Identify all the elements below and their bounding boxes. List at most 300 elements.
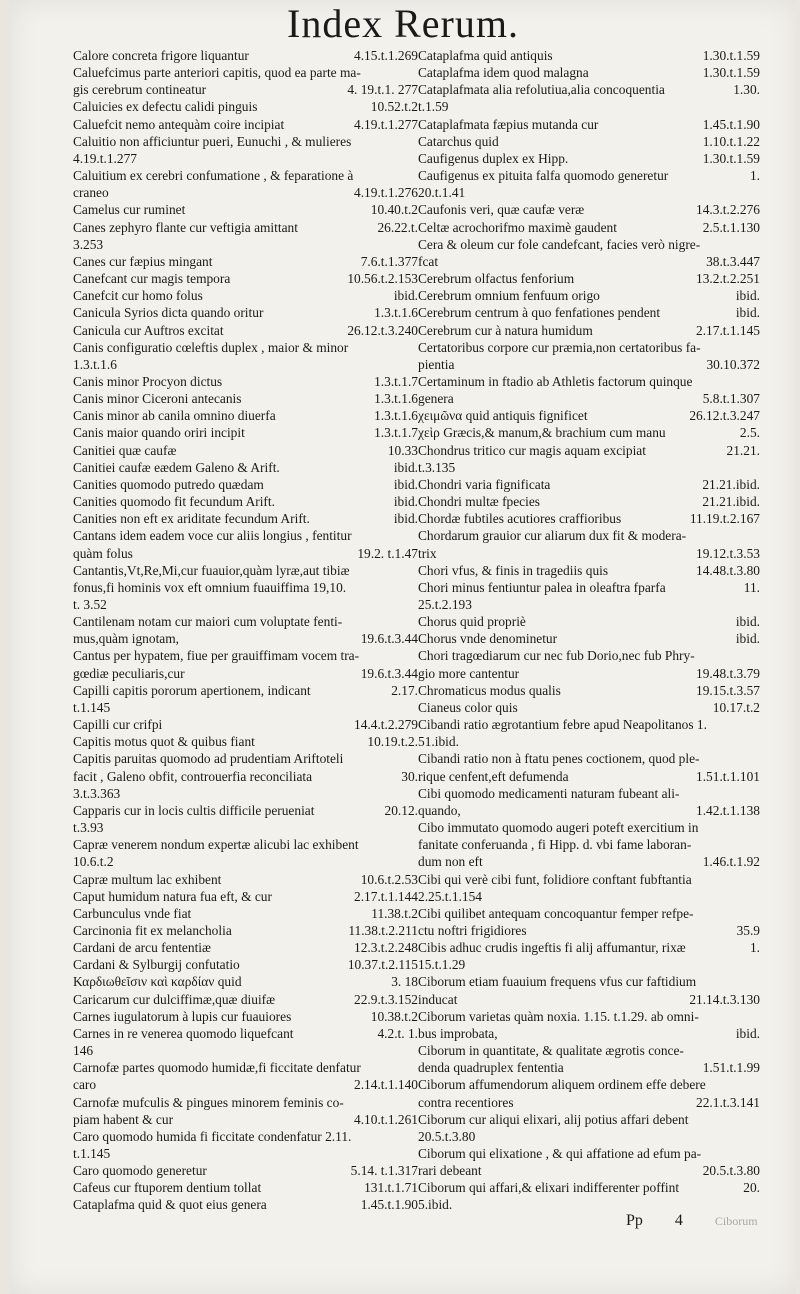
entry-text: 51.ibid. [418,734,459,750]
index-entry [73,802,418,836]
entry-reference: 21.21.ibid. [702,476,760,492]
entry-reference: 1.45.t.1.90 [360,1197,418,1213]
index-entry [73,476,418,493]
entry-reference: ibid. [735,631,760,647]
entry-reference: 11. [743,579,760,595]
signature-mark: Pp [626,1212,643,1229]
entry-reference: 2.14.t.1.140 [354,1077,418,1093]
entry-reference: 14.4.t.2.279 [354,717,418,733]
entry-reference [754,785,760,802]
entry-line [73,733,418,750]
entry-text: Cibo immutato quomodo augeri poteft exercitium in [418,820,699,836]
entry-reference [754,98,760,115]
entry-text: Canis minor ab canila omnino diuerfa [73,408,276,424]
entry-text: Carbunculus vnde fiat [73,905,192,921]
index-entry [73,647,418,681]
entry-reference: 1.10.t.1.22 [702,133,760,149]
index-entry [73,716,418,733]
entry-reference: 1.30.t.1.59 [702,65,760,81]
entry-text: 3.t.3.363 [73,785,121,801]
index-entry [73,1179,418,1196]
entry-text: ctu noftri frigidiores [418,922,527,938]
folio-number: 4 [674,1212,683,1229]
entry-reference [754,1042,760,1059]
entry-text: Ciborum etiam fuauium frequens vfus cur faftidium [418,974,697,990]
index-entry [418,562,760,579]
entry-line [418,905,760,922]
entry-text: 1.3.t.1.6 [73,356,117,372]
entry-reference: 1.51.t.1.101 [696,768,760,784]
entry-line [418,836,760,853]
index-entry [418,493,760,510]
entry-reference: 35.9 [736,922,760,938]
entry-line [73,1008,418,1025]
entry-line [418,270,760,287]
entry-reference: 30.10.372 [706,356,760,372]
entry-reference [754,871,760,888]
entry-line [73,356,418,373]
entry-line [418,1059,760,1076]
entry-text: Cantilenam notam cur maiori cum voluptate fenti- [73,614,343,630]
entry-text: Capræ multum lac exhibent [73,871,222,887]
entry-line [418,1179,760,1196]
entry-text: Chondri varia fignificata [418,476,551,492]
entry-reference: ibid. [735,288,760,304]
entry-text: Capitis paruitas quomodo ad prudentiam Ariftoteli [73,751,344,767]
entry-reference: 21.21.ibid. [702,494,760,510]
entry-line [73,253,418,270]
index-entry [73,1025,418,1059]
entry-line [418,373,760,390]
entry-reference: 1.3.t.1.6 [374,391,418,407]
entry-line [73,682,418,699]
entry-reference [754,819,760,836]
entry-reference: 1.3.t.1.7 [374,373,418,389]
index-entry [73,424,418,441]
index-entry [418,1008,760,1042]
entry-text: Cataplafma idem quod malagna [418,65,589,81]
entry-reference: ibid. [393,288,418,304]
entry-reference: 14.48.t.3.80 [696,562,760,578]
entry-text: Cibi qui verè cibi funt, folidiore conftant fubftantia [418,871,692,887]
entry-text: 25.t.2.193 [418,597,472,612]
entry-text: denda quadruplex fententia [418,1060,564,1076]
entry-reference: 12.3.t.2.248 [354,940,418,956]
entry-reference: 2.17.t.1.145 [696,322,760,338]
entry-line [418,973,760,990]
entry-text: Cibi quomodo medicamenti naturam fubeant ali- [418,785,680,801]
entry-reference: 4. 19.t.1. 277 [347,82,418,98]
index-entry [73,922,418,939]
index-entry [418,116,760,133]
entry-line [73,322,418,339]
entry-line [73,613,418,630]
entry-line [73,98,418,115]
entry-text: Cataplafmata alia refolutiua,alia concoquentia [418,82,665,98]
entry-reference: 19.12.t.3.53 [696,545,760,561]
entry-reference: ibid. [393,494,418,510]
entry-reference: 1.30.t.1.59 [702,150,760,166]
entry-line [418,1008,760,1025]
index-entry [73,116,418,133]
entry-line [418,322,760,339]
index-entry [73,64,418,98]
index-entry [73,459,418,476]
entry-text: Ciborum qui elixatione , & qui affatione ad efum pa- [418,1146,702,1161]
entry-text: fonus,fi hominis vox eft omnium fuauiffima 19,10. [73,579,347,595]
entry-reference [754,1128,760,1145]
entry-reference: 22.9.t.3.152 [354,991,418,1007]
entry-line [73,973,418,990]
index-entry [418,442,760,476]
entry-line [73,510,418,527]
entry-text: piam habent & cur [73,1111,174,1127]
entry-line [418,991,760,1008]
entry-text: Chori vfus, & finis in tragediis quis [418,562,609,578]
entry-reference: 4.10.t.1.261 [354,1111,418,1127]
entry-reference [754,373,760,390]
index-entry [418,527,760,561]
index-entry [418,699,760,716]
entry-text: Caluitio non afficiuntur pueri, Eunuchi , & mulieres [73,133,352,149]
entry-line [418,768,760,785]
index-entry [73,98,418,115]
entry-line [73,47,418,64]
entry-line [73,236,418,253]
index-entry [418,201,760,218]
entry-reference: 3. 18 [391,974,418,990]
entry-reference: 5.14. t.1.317 [350,1163,418,1179]
entry-line [418,184,760,201]
entry-text: contra recentiores [418,1094,514,1110]
entry-line [73,768,418,785]
entry-line [73,716,418,733]
entry-reference: ibid. [735,305,760,321]
index-entry [418,133,760,150]
entry-text: Canities non eft ex ariditate fecundum Arift. [73,511,310,527]
entry-line [418,579,760,596]
index-entry [73,201,418,218]
entry-reference: 2.5. [739,425,760,441]
index-entry [418,407,760,424]
index-entry [73,47,418,64]
entry-text: trix [418,545,437,561]
index-entry [418,579,760,613]
entry-line [73,1094,418,1111]
entry-text: Ciborum qui affari,& elixari indifferenter poffint [418,1180,680,1196]
entry-line [418,510,760,527]
entry-reference: 1.46.t.1.92 [702,854,760,870]
index-entry [418,647,760,681]
entry-reference [754,836,760,853]
index-entry [73,991,418,1008]
entry-reference: 21.21. [726,442,760,458]
entry-text: Ciborum in quantitate, & qualitate ægrotis conce- [418,1043,684,1059]
entry-line [73,442,418,459]
entry-line [73,304,418,321]
entry-reference: 1.42.t.1.138 [696,802,760,818]
entry-reference: 21.14.t.3.130 [689,991,760,1007]
index-entry [73,253,418,270]
entry-line [73,802,418,819]
entry-line [418,562,760,579]
entry-line [418,853,760,870]
entry-reference: ibid. [393,476,418,492]
index-entry [73,167,418,201]
entry-reference [754,956,760,973]
entry-reference: 7.6.t.1.377 [360,253,418,269]
entry-line [418,596,760,613]
entry-text: Caricarum cur dulciffimæ,quæ diuifæ [73,991,276,1007]
entry-line [73,1196,418,1213]
entry-text: facit , Galeno obfit, controuerfia reconciliata [73,768,313,784]
entry-reference: 26.22.t. [377,219,418,235]
index-entry [73,1196,418,1213]
entry-reference: 1.3.t.1.7 [374,425,418,441]
entry-reference: 1. [749,168,760,184]
entry-text: Camelus cur ruminet [73,202,186,218]
entry-line [418,802,760,819]
index-entry [73,270,418,287]
entry-text: Catarchus quid [418,133,499,149]
entry-line [418,459,760,476]
entry-text: pientia [418,356,455,372]
index-entry [418,219,760,236]
entry-line [418,613,760,630]
index-entry [418,871,760,905]
entry-line [73,339,418,356]
entry-reference: 10.38.t.2 [370,1008,418,1024]
entry-text: Carnes in re venerea quomodo liquefcant [73,1025,294,1041]
index-entry [418,750,760,784]
index-entry [73,287,418,304]
entry-text: Carnofæ mufculis & pingues minorem feminis co- [73,1094,344,1110]
entry-reference [754,459,760,476]
entry-reference: 1.45.t.1.90 [702,116,760,132]
entry-reference: 22.1.t.3.141 [696,1094,760,1110]
entry-reference: 11.38.t.2 [371,905,418,921]
entry-text: Carnes iugulatorum à lupis cur fuauiores [73,1008,292,1024]
entry-text: Chorus vnde denominetur [418,631,558,647]
entry-text: gœdiæ peculiaris,cur [73,665,185,681]
entry-reference: 30. [401,768,418,784]
entry-reference: 1.30. [733,82,760,98]
entry-text: t. 3.52 [73,597,107,612]
entry-text: Caluefcit nemo antequàm coire incipiat [73,116,285,132]
entry-text: Carcinonia fit ex melancholia [73,922,232,938]
entry-line [418,871,760,888]
index-entry [73,373,418,390]
entry-text: Canefcant cur magis tempora [73,271,231,287]
entry-text: Cataplafmata fæpius mutanda cur [418,116,599,132]
entry-text: Caro quomodo humida fi ficcitate condenfatur 2.11. [73,1128,352,1144]
entry-line [73,562,418,579]
index-entry [73,939,418,956]
book-page [10,0,796,1294]
entry-text: quàm folus [73,545,133,561]
index-entry [418,167,760,201]
entry-reference [754,596,760,613]
entry-text: fcat [418,253,439,269]
entry-line [418,81,760,98]
entry-line [418,682,760,699]
index-entry [73,973,418,990]
entry-reference: 4.2.t. 1. [377,1025,418,1041]
entry-line [418,1025,760,1042]
entry-text: Chori tragœdiarum cur nec fub Dorio,nec fub Phry- [418,648,695,664]
entry-line [73,922,418,939]
entry-line [418,1111,760,1128]
index-entry [73,1059,418,1093]
entry-reference [754,716,760,733]
index-entry [418,819,760,870]
entry-reference [754,647,760,664]
entry-reference: 4.19.t.1.277 [354,116,418,132]
entry-reference [754,733,760,750]
entry-line [418,527,760,544]
entry-text: χειμῶνα quid antiquis fignificet [418,408,588,424]
entry-text: Chromaticus modus qualis [418,682,561,698]
index-entry [418,905,760,939]
index-entry [418,613,760,630]
entry-reference: 1.30.t.1.59 [702,48,760,63]
page-title: Index Rerum. [287,1,519,46]
index-entry [418,304,760,321]
entry-reference: ibid. [735,1025,760,1041]
index-entry [418,424,760,441]
entry-line [418,819,760,836]
entry-text: Cera & oleum cur fole candefcant, facies verò nigre- [418,236,701,252]
entry-line [418,888,760,905]
entry-text: Canis maior quando oriri incipit [73,425,245,441]
index-entry [73,304,418,321]
entry-reference: 1.3.t.1.6 [374,305,418,321]
index-entry [418,630,760,647]
entry-line [73,750,418,767]
index-entry [418,322,760,339]
entry-line [73,905,418,922]
index-entry [73,219,418,253]
entry-text: 2.25.t.1.154 [418,888,482,904]
index-entry [73,1162,418,1179]
entry-line [73,116,418,133]
index-entry [73,733,418,750]
entry-reference: 4.19.t.1.276 [354,185,418,201]
entry-text: Cerebrum cur à natura humidum [418,322,593,338]
entry-line [418,236,760,253]
index-entry [418,81,760,115]
entry-line [418,64,760,81]
index-entry [418,64,760,81]
entry-reference: 19.2. t.1.47 [357,545,418,561]
entry-line [418,545,760,562]
entry-line [418,476,760,493]
entry-reference: 10.33 [387,442,418,458]
entry-line [73,150,418,167]
entry-reference: 131.t.1.71 [364,1180,418,1196]
entry-reference: ibid. [393,459,418,475]
entry-reference [754,1008,760,1025]
index-entry [418,785,760,819]
entry-line [418,1076,760,1093]
entry-text: Canes zephyro flante cur veftigia amittant [73,219,298,235]
entry-text: Cibis adhuc crudis ingeftis fi alij affumantur, rixæ [418,940,686,956]
entry-text: Capilli capitis pororum apertionem, indicant [73,682,311,698]
entry-line [73,459,418,476]
entry-text: Ciborum varietas quàm noxia. 1.15. t.1.29. ab omni- [418,1008,699,1024]
index-entry [73,905,418,922]
entry-reference: 1.3.t.1.6 [374,408,418,424]
entry-reference: 19.6.t.3.44 [360,631,418,647]
entry-reference: 10.37.t.2.115 [347,957,418,973]
entry-reference: 10.40.t.2 [370,202,418,218]
index-entry [418,270,760,287]
index-entry [418,1179,760,1213]
entry-text: Cantantis,Vt,Re,Mi,cur fuauior,quàm lyræ,aut tibiæ [73,562,350,578]
entry-text: 10.6.t.2 [73,854,114,870]
entry-text: Canitiei caufæ eædem Galeno & Arift. [73,459,280,475]
entry-line [73,219,418,236]
entry-text: Celtæ acrochorifmo maximè gaudent [418,219,617,235]
entry-reference: 10.6.t.2.53 [360,871,418,887]
entry-text: t.1.59 [418,99,449,115]
index-column-left [73,47,418,1214]
entry-text: Capitis motus quot & quibus fiant [73,734,255,750]
index-entry [73,750,418,801]
entry-line [418,1042,760,1059]
entry-line [73,939,418,956]
index-entry [418,47,760,64]
catchword: Ciborum [714,1214,758,1228]
index-entry [73,871,418,888]
entry-line [73,201,418,218]
entry-line [418,407,760,424]
entry-text: dum non eft [418,854,483,870]
entry-text: rari debeant [418,1163,482,1179]
entry-line [73,184,418,201]
entry-reference: 19.48.t.3.79 [696,665,760,681]
entry-reference: 1. [749,940,760,956]
entry-reference [754,973,760,990]
entry-line [73,424,418,441]
entry-text: Cerebrum centrum à quo fenfationes pendent [418,305,661,321]
entry-line [73,527,418,544]
entry-text: Capparis cur in locis cultis difficile perueniat [73,802,315,818]
entry-text: quando, [418,802,461,818]
entry-reference [754,236,760,253]
index-entry [418,339,760,373]
entry-text: Canicula cur Auftros excitat [73,322,224,338]
entry-text: Cataplafma quid antiquis [418,48,553,63]
entry-text: caro [73,1077,97,1093]
entry-text: Ciborum cur aliqui elixari, alij potius affari debent [418,1111,689,1127]
entry-text: Cianeus color quis [418,699,518,715]
entry-reference: 11.19.t.2.167 [689,511,760,527]
entry-text: mus,quàm ignotam, [73,631,180,647]
entry-text: inducat [418,991,458,1007]
entry-text: χεὶρ Græcis,& manum,& brachium cum manu [418,425,666,441]
entry-line [73,133,418,150]
entry-line [418,1162,760,1179]
entry-text: Certatoribus corpore cur præmia,non certatoribus fa- [418,339,701,355]
entry-text: Chori minus fentiuntur palea in oleaftra fparfa [418,579,666,595]
entry-line [418,699,760,716]
entry-line [418,219,760,236]
entry-line [418,716,760,733]
entry-line [73,647,418,664]
entry-line [73,853,418,870]
entry-reference: 11.38.t.2.211 [348,922,418,938]
